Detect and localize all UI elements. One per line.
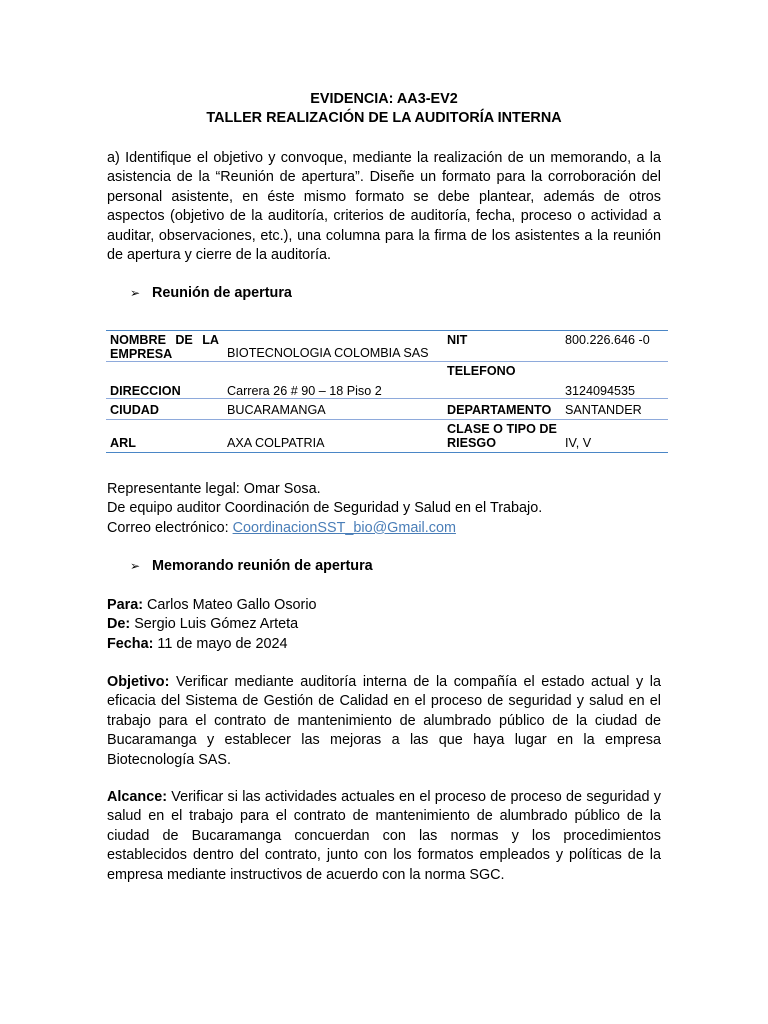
memo-from: De: Sergio Luis Gómez Arteta: [107, 616, 299, 633]
department-label: DEPARTAMENTO: [443, 399, 561, 420]
memo-date: Fecha: 11 de mayo de 2024: [107, 635, 288, 652]
phone-label: TELEFONO: [443, 362, 561, 399]
memo-to: Para: Carlos Mateo Gallo Osorio: [107, 597, 317, 613]
memo-header: [107, 596, 661, 654]
company-name-label: NOMBRE DE LA EMPRESA: [106, 331, 223, 362]
objective-text: Verificar mediante auditoría interna de la compañía el estado actual y la eficacia del Sistema de Gestión de Calidad en el proceso de seguridad y salud en el trabajo para el contrato de mantenimiento de alumbrado público de la ciudad de Bucaramanga y establecer las mejoras a las que haya lugar en la empresa Biotecnología SAS.: [107, 674, 661, 768]
email-line: [107, 519, 661, 538]
audit-team: De equipo auditor Coordinación de Seguridad y Salud en el Trabajo.: [107, 500, 543, 517]
city-value: BUCARAMANGA: [223, 399, 443, 420]
section-heading-memorando: [130, 557, 373, 576]
document-header: [0, 90, 768, 128]
section-heading-apertura: [130, 284, 292, 303]
section-title: Memorando reunión de apertura: [152, 558, 373, 574]
company-info-table: [106, 330, 668, 453]
legal-representative: Representante legal: Omar Sosa.: [107, 481, 321, 497]
contact-block: [107, 480, 661, 538]
table-row: [106, 331, 668, 362]
evidence-title: EVIDENCIA: AA3-EV2: [310, 91, 458, 107]
scope-label: Alcance:: [107, 789, 167, 805]
scope-paragraph: [107, 788, 661, 885]
company-name-value: BIOTECNOLOGIA COLOMBIA SAS: [223, 331, 443, 362]
department-value: SANTANDER: [561, 399, 668, 420]
arrow-bullet-icon: ➢: [130, 559, 141, 573]
scope-text: Verificar si las actividades actuales en el proceso de proceso de seguridad y salud en el trabajo para el contrato de mantenimiento de alumbrado público de la ciudad de Bucaramanga concuerdan con las normas y los procedimientos establecidos dentro del contrato, junto con los formatos empleados y políticas de la empresa mediante instructivos de acuerdo con la norma SGC.: [107, 789, 661, 883]
objective-label: Objetivo:: [107, 674, 170, 690]
nit-value: 800.226.646 -0: [561, 331, 668, 362]
arl-label: ARL: [106, 420, 223, 453]
section-title: Reunión de apertura: [152, 285, 292, 301]
address-label: DIRECCION: [106, 362, 223, 399]
phone-value: 3124094535: [561, 362, 668, 399]
arrow-bullet-icon: ➢: [130, 286, 141, 300]
table-row: [106, 399, 668, 420]
risk-class-label: CLASE O TIPO DE RIESGO: [443, 420, 561, 453]
address-value: Carrera 26 # 90 – 18 Piso 2: [223, 362, 443, 399]
arl-value: AXA COLPATRIA: [223, 420, 443, 453]
city-label: CIUDAD: [106, 399, 223, 420]
nit-label: NIT: [443, 331, 561, 362]
table-row: [106, 420, 668, 453]
risk-class-value: IV, V: [561, 420, 668, 453]
objective-paragraph: [107, 673, 661, 770]
intro-paragraph: a) Identifique el objetivo y convoque, mediante la realización de un memorando, a la asistencia de la “Reunión de apertura”. Diseñe un formato para la corroboración del personal asistente, en éste mismo formato se debe plantear, además de otros aspectos (objetivo de la auditoría, criterios de auditoría, fecha, proceso o actividad a auditar, observaciones, etc.), una columna para la firma de los asistentes a la reunión de apertura y cierre de la auditoría.: [107, 150, 661, 264]
email-label: Correo electrónico:: [107, 519, 233, 536]
workshop-title: TALLER REALIZACIÓN DE LA AUDITORÍA INTERNA: [206, 110, 562, 126]
email-link[interactable]: CoordinacionSST_bio@Gmail.com: [232, 519, 456, 536]
table-row: [106, 362, 668, 399]
